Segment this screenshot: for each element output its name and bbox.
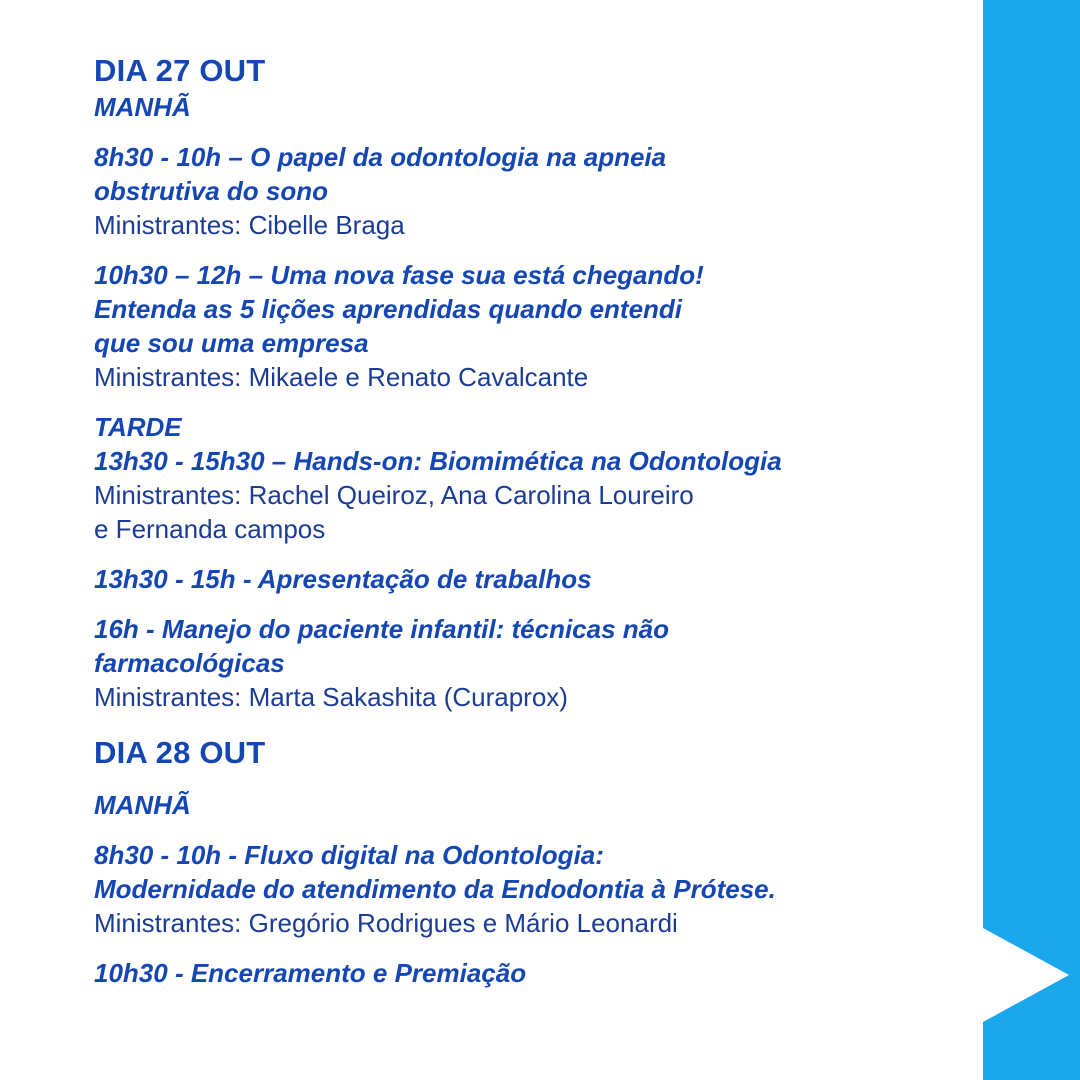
talk-title: 13h30 - 15h30 – Hands-on: Biomimética na Odontologia (94, 446, 782, 476)
talk-title: 10h30 – 12h – Uma nova fase sua está chegando! Entenda as 5 lições aprendidas quando entendi que sou uma empresa (94, 260, 704, 358)
talk-title: 16h - Manejo do paciente infantil: técnicas não farmacológicas (94, 614, 669, 678)
talk-speakers: Ministrantes: Mikaele e Renato Cavalcante (94, 362, 589, 392)
day-title: DIA 27 OUT (94, 53, 266, 88)
talk-title: 8h30 - 10h - Fluxo digital na Odontologia: Modernidade do atendimento da Endodontia à Prótese. (94, 840, 776, 904)
schedule (94, 52, 974, 990)
talk-speakers: Ministrantes: Rachel Queiroz, Ana Carolina Loureiro e Fernanda campos (94, 480, 694, 544)
day-title: DIA 28 OUT (94, 735, 266, 770)
talk-title: 10h30 - Encerramento e Premiação (94, 958, 527, 988)
talk-title: 13h30 - 15h - Apresentação de trabalhos (94, 564, 592, 594)
ribbon-band (983, 0, 1080, 1080)
period-label: MANHÃ (94, 92, 191, 122)
talk-speakers: Ministrantes: Cibelle Braga (94, 210, 405, 240)
period-label: MANHÃ (94, 790, 191, 820)
period-label: TARDE (94, 412, 182, 442)
talk-title: 8h30 - 10h – O papel da odontologia na apneia obstrutiva do sono (94, 142, 667, 206)
talk-speakers: Ministrantes: Gregório Rodrigues e Mário Leonardi (94, 908, 678, 938)
talk-speakers: Ministrantes: Marta Sakashita (Curaprox) (94, 682, 568, 712)
decorative-ribbon (983, 0, 1080, 1080)
